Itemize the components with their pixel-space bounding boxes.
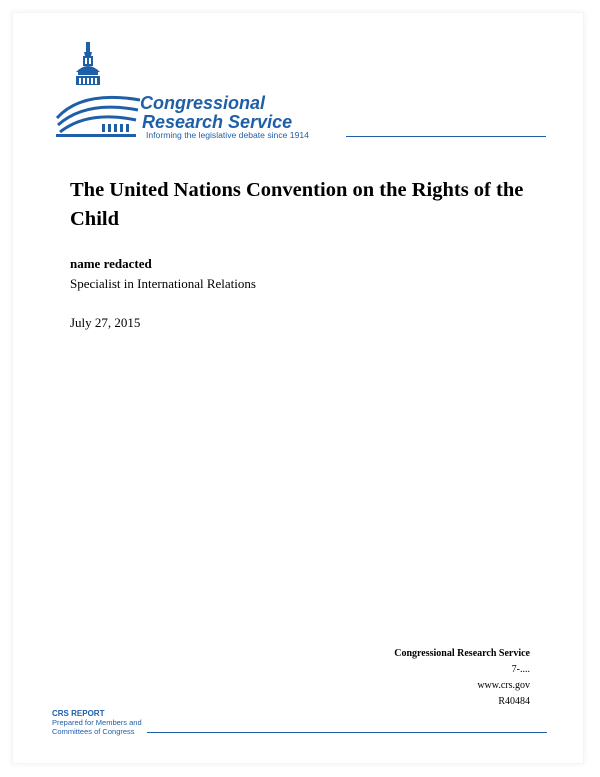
footer-rule — [147, 732, 547, 733]
brand-wordmark — [140, 94, 292, 131]
tagline: Informing the legislative debate since 1914 — [146, 130, 309, 140]
contact-website[interactable]: www.crs.gov — [477, 680, 530, 691]
footer — [52, 709, 552, 736]
footer-line-2: Committees of Congress — [52, 727, 135, 736]
footer-line-1: Prepared for Members and — [52, 718, 142, 727]
tagline-row — [146, 130, 546, 144]
report-title: The United Nations Convention on the Rights of the Child — [70, 179, 524, 230]
author-role: Specialist in International Relations — [70, 276, 256, 291]
brand-line-1: Congressional — [140, 93, 266, 113]
contact-phone: 7-.... — [511, 664, 530, 675]
contact-organization: Congressional Research Service — [394, 648, 530, 659]
report-date: July 27, 2015 — [70, 315, 141, 330]
tagline-rule — [346, 136, 546, 137]
author-name: name redacted — [70, 256, 152, 271]
contact-block — [394, 646, 530, 710]
brand-line-2: Research Service — [142, 112, 293, 132]
report-number: R40484 — [498, 696, 530, 707]
footer-series: CRS REPORT — [52, 709, 105, 718]
